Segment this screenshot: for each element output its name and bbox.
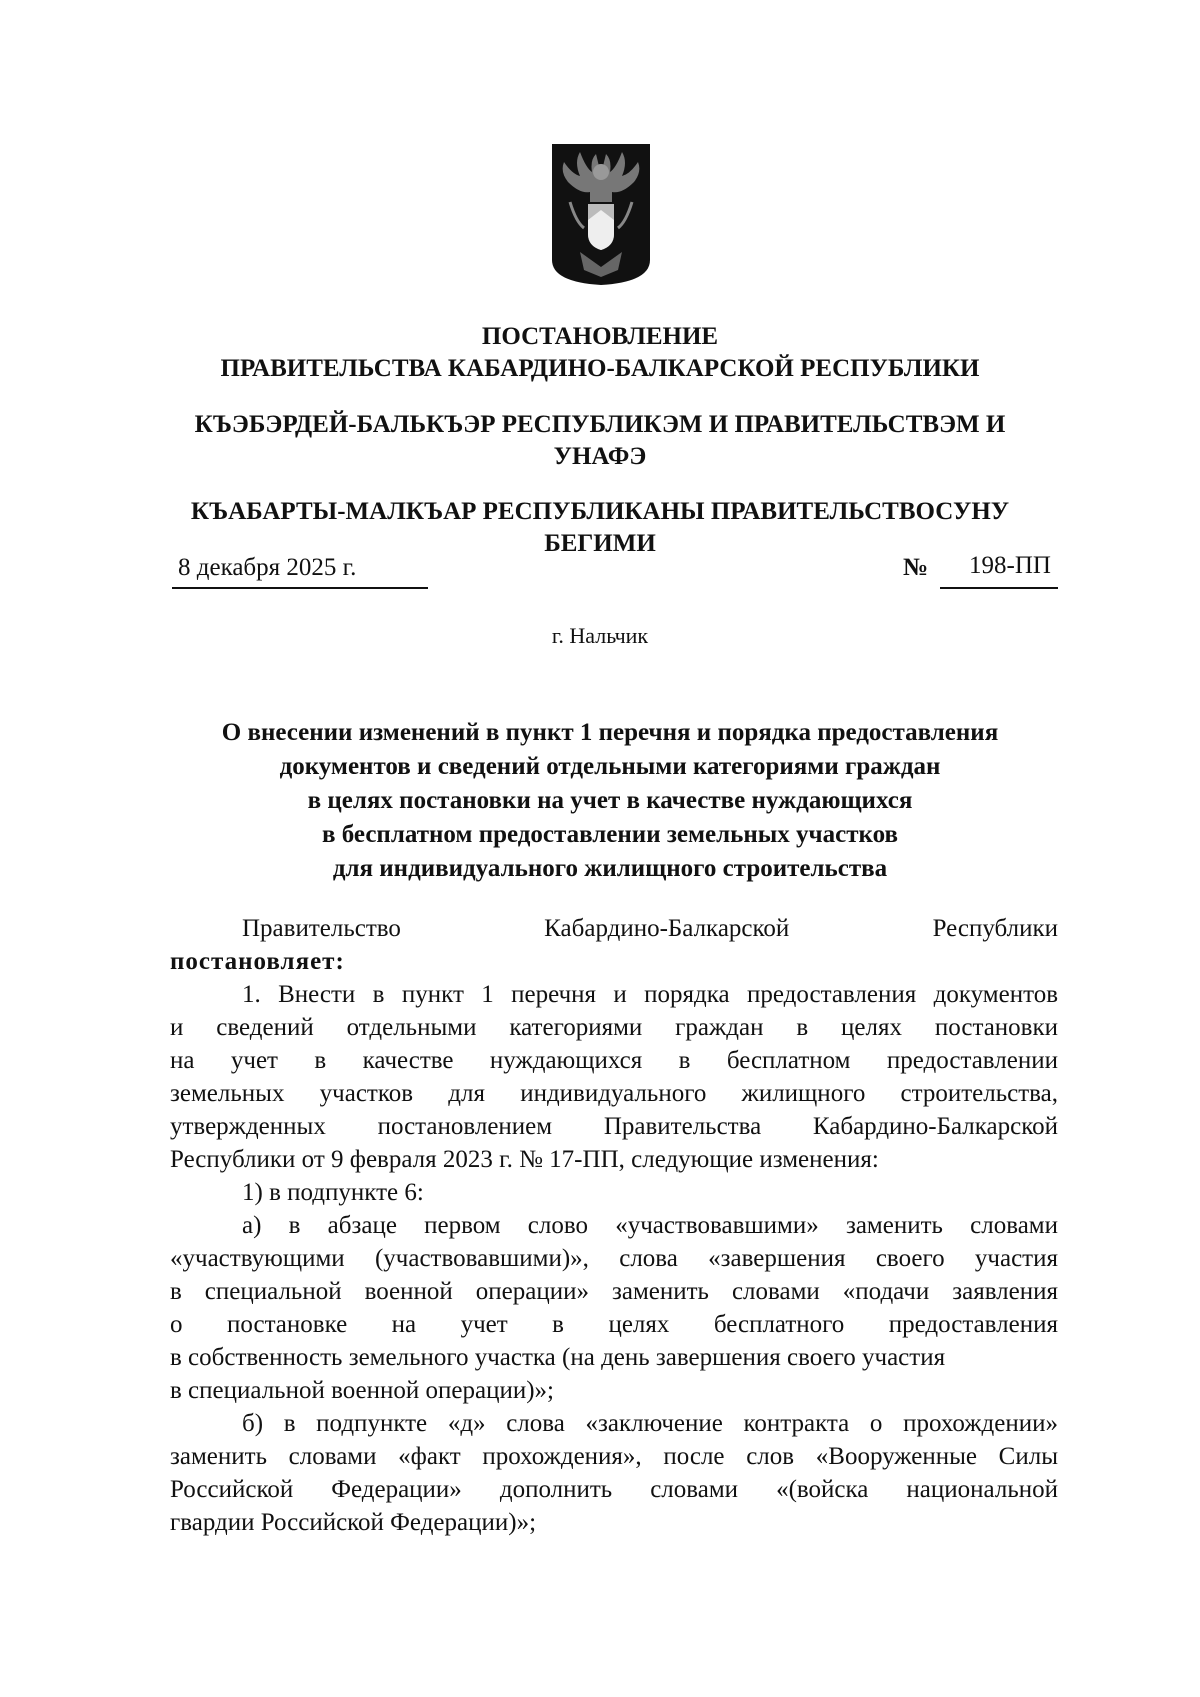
city: г. Нальчик <box>551 623 649 648</box>
government-line: Правительство Кабардино-Балкарской Республики <box>242 915 1058 942</box>
document-number: 198-ПП <box>969 552 1051 579</box>
body-line: в специальной военной операции» заменить словами «подачи заявления <box>170 1278 1058 1305</box>
body-line: в специальной военной операции)»; <box>170 1377 554 1404</box>
body-line: б) в подпункте «д» слова «заключение контракта о прохождении» <box>242 1410 1058 1437</box>
issuer: ПРАВИТЕЛЬСТВА КАБАРДИНО-БАЛКАРСКОЙ РЕСПУБЛИКИ <box>220 355 980 382</box>
title-line: О внесении изменений в пункт 1 перечня и порядка предоставления <box>221 719 999 746</box>
body-line: Российской Федерации» дополнить словами «(войска национальной <box>170 1476 1058 1503</box>
body-line: Республики от 9 февраля 2023 г. № 17-ПП, следующие изменения: <box>170 1146 879 1173</box>
document-date: 8 декабря 2025 г. <box>178 554 357 581</box>
title-line: для индивидуального жилищного строительства <box>332 855 888 882</box>
issuer-kabardian-1: КЪЭБЭРДЕЙ-БАЛЬКЪЭР РЕСПУБЛИКЭМ И ПРАВИТЕЛЬСТВЭМ И <box>194 411 1006 438</box>
body-line: на учет в качестве нуждающихся в бесплатном предоставлении <box>170 1047 1058 1074</box>
body-line: утвержденных постановлением Правительства Кабардино-Балкарской <box>170 1113 1058 1140</box>
doc-type: ПОСТАНОВЛЕНИЕ <box>481 323 719 350</box>
title-line: в целях постановки на учет в качестве нуждающихся <box>307 787 913 814</box>
number-sign: № <box>903 554 929 581</box>
document-title <box>150 716 1070 886</box>
date-underline <box>172 587 428 589</box>
issuer-balkar-1: КЪАБАРТЫ-МАЛКЪАР РЕСПУБЛИКАНЫ ПРАВИТЕЛЬСТВОСУНУ <box>190 498 1010 525</box>
issuer-kabardian-2: УНАФЭ <box>553 443 647 470</box>
body-line: земельных участков для индивидуального жилищного строительства, <box>170 1080 1058 1107</box>
body-line: заменить словами «факт прохождения», после слов «Вооруженные Силы <box>170 1443 1058 1470</box>
document-body <box>170 912 1058 1539</box>
body-line: в собственность земельного участка (на день завершения своего участия <box>170 1344 946 1371</box>
body-line: 1) в подпункте 6: <box>242 1179 424 1206</box>
body-line: и сведений отдельными категориями граждан в целях постановки <box>170 1014 1058 1041</box>
body-line: гвардии Российской Федерации)»; <box>170 1509 537 1536</box>
body-line: о постановке на учет в целях бесплатного предоставления <box>170 1311 1058 1338</box>
coat-of-arms-emblem <box>550 142 652 287</box>
title-line: в бесплатном предоставлении земельных участков <box>322 821 898 848</box>
body-line: а) в абзаце первом слово «участвовавшими» заменить словами <box>242 1212 1058 1239</box>
body-line: «участвующими (участвовавшими)», слова «завершения своего участия <box>170 1245 1058 1272</box>
resolves-word: постановляет: <box>170 948 345 975</box>
number-underline <box>940 587 1058 589</box>
body-line: 1. Внести в пункт 1 перечня и порядка предоставления документов <box>242 981 1058 1008</box>
issuer-balkar-2: БЕГИМИ <box>544 530 656 557</box>
title-line: документов и сведений отдельными категориями граждан <box>279 753 941 780</box>
